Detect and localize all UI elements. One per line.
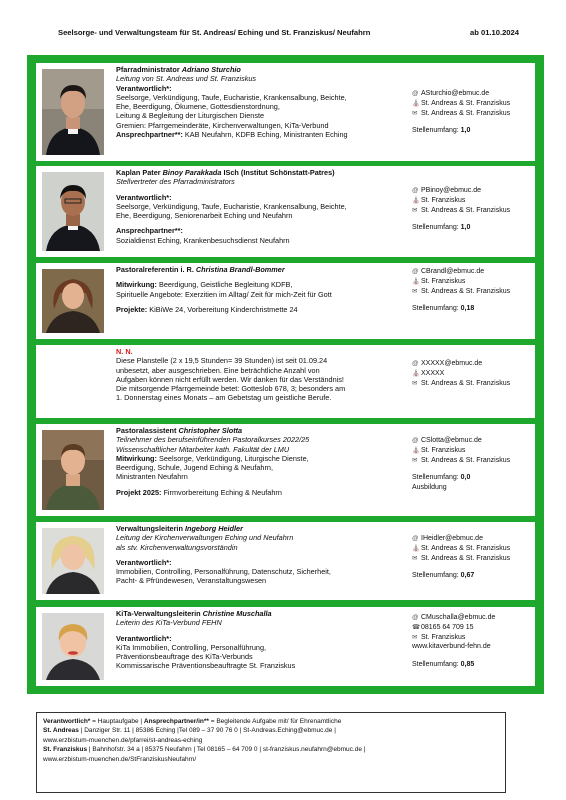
email-row: @ CSlotta@ebmuc.de xyxy=(412,437,482,444)
parish-url-andreas[interactable]: www.erzbistum-muenchen.de/pfarrei/st-andreas-eching xyxy=(43,736,203,744)
office-row: ⛪St. Franziskus xyxy=(412,446,466,454)
role-subtitle: Leiterin des KiTa-Verbund FEHN xyxy=(116,618,222,628)
church-icon: ⛪ xyxy=(412,277,420,285)
legend-line: Verantwortlich* = Hauptaufgabe | Ansprechpartner/in** = Begleitende Aufgabe mit/ für Ehrenamtliche xyxy=(43,718,342,725)
page-title: Seelsorge- und Verwaltungsteam für St. Andreas/ Eching und St. Franziskus/ Neufahrn xyxy=(58,28,371,37)
mail-row: ✉ St. Andreas & St. Franziskus xyxy=(412,554,511,562)
vacancy-line: Aufgaben können nicht erfüllt werden. Wir danken für das Verständnis! xyxy=(116,374,344,384)
portrait-photo xyxy=(42,269,104,333)
parish-address-franziskus: St. Franziskus | Bahnhofstr. 34 a | 85375 Neufahrn | Tel 08165 – 64 709 0 | st-franziskus.neufahrn@ebmuc.de | xyxy=(43,746,366,754)
at-icon: @ xyxy=(412,268,419,275)
duty-heading: Verantwortlich*: xyxy=(116,83,172,93)
duty-line: Mitwirkung: Beerdigung, Geistliche Begleitung KDFB, xyxy=(116,280,293,290)
duty-line: Sozialdienst Eching, Krankenbesuchsdienst Neufahrn xyxy=(116,235,290,245)
mail-row: ✉ St. Andreas & St. Franziskus xyxy=(412,456,511,464)
duty-line: Beerdigung, Schule, Jugend Eching & Neufahrn, xyxy=(116,463,273,473)
effective-date: ab 01.10.2024 xyxy=(470,28,519,37)
contact-block xyxy=(412,267,534,314)
mail-row: ✉ St. Andreas & St. Franziskus xyxy=(412,379,511,387)
person-card-brandl xyxy=(36,263,535,339)
duty-line: KiTa Immobilien, Controlling, Personalführung, xyxy=(116,642,267,652)
vacancy-line: 1. Donnerstag eines Monats – am Gebetstag um geistliche Berufe. xyxy=(116,393,332,403)
scope-row: Stellenumfang: 1,0 xyxy=(412,127,471,135)
duty-line: Seelsorge, Verkündigung, Taufe, Eucharistie, Krankensalbung, Beichte, xyxy=(116,92,347,102)
scope-note: Ausbildung xyxy=(412,484,447,492)
portrait-photo xyxy=(42,528,104,594)
envelope-icon: ✉ xyxy=(412,287,418,295)
portrait-photo xyxy=(42,613,104,680)
vacancy-line: Diese Planstelle (2 x 19,5 Stunden= 39 Stunden) ist seit 01.09.24 xyxy=(116,356,328,366)
scope-row: Stellenumfang: 0,18 xyxy=(412,305,475,313)
role-title: Pastoralreferentin i. R. Christina Brandl-Bommer xyxy=(116,265,285,274)
email-row: @ XXXXX@ebmuc.de xyxy=(412,360,483,367)
envelope-icon: ✉ xyxy=(412,379,418,387)
envelope-icon: ✉ xyxy=(412,456,418,464)
mail-row: ✉ St. Andreas & St. Franziskus xyxy=(412,287,511,295)
email-row: @ PBinoy@ebmuc.de xyxy=(412,187,482,194)
contact-block xyxy=(412,534,534,581)
duty-heading: Verantwortlich*: xyxy=(116,192,172,202)
church-icon: ⛪ xyxy=(412,99,420,107)
contact-block xyxy=(412,89,534,136)
scope-row: Stellenumfang: 0,85 xyxy=(412,661,475,669)
duty-line: Ehe, Beerdigung, Seniorenarbeit Eching und Neufahrn xyxy=(116,211,293,221)
envelope-icon: ✉ xyxy=(412,206,418,214)
person-details xyxy=(116,65,406,139)
envelope-icon: ✉ xyxy=(412,633,418,641)
role-title: KiTa-Verwaltungsleiterin Christine Muschalla xyxy=(116,609,272,618)
contact-person-heading: Ansprechpartner**: xyxy=(116,226,183,236)
duty-line: Präventionsbeauftrage des KiTa-Verbunds xyxy=(116,652,253,662)
office-row: ⛪St. Franziskus xyxy=(412,277,466,285)
role-subtitle-2: als stv. Kirchenverwaltungsvorständin xyxy=(116,542,238,552)
person-details xyxy=(116,426,406,497)
scope-row: Stellenumfang: 1,0 xyxy=(412,224,471,232)
duty-line: Leitung & Begleitung der Liturgischen Dienste xyxy=(116,111,265,121)
office-row: ⛪St. Andreas & St. Franziskus xyxy=(412,99,511,107)
vacancy-line: unbesetzt, aber ausgeschrieben. Eine beträchtliche Anzahl von xyxy=(116,365,320,375)
church-icon: ⛪ xyxy=(412,196,420,204)
scope-row: Stellenumfang: 0,0 xyxy=(412,474,471,482)
office-row: ⛪St. Franziskus xyxy=(412,196,466,204)
role-subtitle: Teilnehmer des berufseinführenden Pastoralkurses 2022/25 xyxy=(116,435,310,445)
duty-line: Spirituelle Angebote: Exerzitien im Alltag/ Zeit für mich-Zeit für Gott xyxy=(116,289,332,299)
parish-address-andreas: St. Andreas | Danziger Str. 11 | 85386 Eching |Tel 089 – 37 90 76 0 | St-Andreas.Eching@ebmuc.de | xyxy=(43,727,336,735)
email-row: @ CBrandl@ebmuc.de xyxy=(412,268,485,275)
person-card-heidler xyxy=(36,522,535,600)
duty-heading: Verantwortlich*: xyxy=(116,557,172,567)
role-title: Verwaltungsleiterin Ingeborg Heidler xyxy=(116,524,243,533)
at-icon: @ xyxy=(412,187,419,194)
person-card-slotta xyxy=(36,424,535,516)
phone-row: ☎08165 64 709 15 xyxy=(412,623,474,631)
duty-heading: Verantwortlich*: xyxy=(116,633,172,643)
mail-row: ✉ St. Franziskus xyxy=(412,633,466,641)
role-title: Kaplan Pater Binoy Parakkada ISch (Institut Schönstatt-Patres) xyxy=(116,168,335,177)
duty-line: Pacht- & Pfründewesen, Veranstaltungswesen xyxy=(116,576,267,586)
vacancy-card xyxy=(36,345,535,418)
project-line: Projekte: KiBiWe 24, Vorbereitung Kinderchristmette 24 xyxy=(116,304,298,314)
at-icon: @ xyxy=(412,437,419,444)
person-details xyxy=(116,609,406,671)
role-subtitle: Stellvertreter des Pfarradministrators xyxy=(116,177,235,187)
duty-line: Kommissarische Präventionsbeauftragte St. Franziskus xyxy=(116,661,296,671)
church-icon: ⛪ xyxy=(412,544,420,552)
role-subtitle: Leitung von St. Andreas und St. Franziskus xyxy=(116,74,257,84)
duty-line: Gremien: Pfarrgemeinderäte, Kirchenverwaltungen, KiTa-Verbund xyxy=(116,120,329,130)
at-icon: @ xyxy=(412,90,419,97)
mail-row: ✉ St. Andreas & St. Franziskus xyxy=(412,109,511,117)
contact-person-line: Ansprechpartner**: KAB Neufahrn, KDFB Eching, Ministranten Eching xyxy=(116,130,348,140)
duty-line: Ministranten Neufahrn xyxy=(116,472,188,482)
contact-block xyxy=(412,613,534,670)
portrait-photo xyxy=(42,69,104,155)
team-frame xyxy=(27,55,544,694)
contact-block xyxy=(412,186,534,233)
website-row[interactable]: www.kitaverbund-fehn.de xyxy=(412,643,491,651)
envelope-icon: ✉ xyxy=(412,554,418,562)
person-card-binoy xyxy=(36,166,535,257)
vacancy-title: N. N. xyxy=(116,347,133,356)
portrait-photo xyxy=(42,430,104,510)
footer-box xyxy=(36,712,506,793)
role-subtitle: Leitung der Kirchenverwaltungen Eching und Neufahrn xyxy=(116,533,294,543)
scope-row: Stellenumfang: 0,67 xyxy=(412,572,475,580)
vacancy-details xyxy=(116,347,406,403)
church-icon: ⛪ xyxy=(412,369,420,377)
person-details xyxy=(116,524,406,586)
phone-icon: ☎ xyxy=(412,623,420,631)
contact-block xyxy=(412,436,534,493)
duty-line: Seelsorge, Verkündigung, Taufe, Eucharistie, Krankensalbung, Beichte, xyxy=(116,201,347,211)
at-icon: @ xyxy=(412,535,419,542)
office-row: ⛪St. Andreas & St. Franziskus xyxy=(412,544,511,552)
role-title: Pastoralassistent Christopher Slotta xyxy=(116,426,243,435)
project-line: Projekt 2025: Firmvorbereitung Eching & Neufahrn xyxy=(116,487,282,497)
parish-url-franziskus[interactable]: www.erzbistum-muenchen.de/StFranziskusNeufahrn/ xyxy=(43,755,197,763)
person-details xyxy=(116,168,406,245)
email-row: @ ASturchio@ebmuc.de xyxy=(412,90,490,97)
mail-row: ✉ St. Andreas & St. Franziskus xyxy=(412,206,511,214)
email-row: @ CMuschalla@ebmuc.de xyxy=(412,614,496,621)
person-card-sturchio xyxy=(36,63,535,161)
email-row: @ IHeidler@ebmuc.de xyxy=(412,535,483,542)
duty-line: Mitwirkung: Seelsorge, Verkündigung, Liturgische Dienste, xyxy=(116,453,309,463)
church-icon: ⛪ xyxy=(412,446,420,454)
duty-line: Immobilien, Controlling, Personalführung, Datenschutz, Sicherheit, xyxy=(116,567,331,577)
contact-block xyxy=(412,359,534,388)
portrait-photo xyxy=(42,172,104,251)
at-icon: @ xyxy=(412,360,419,367)
role-title: Pfarradministrator Adriano Sturchio xyxy=(116,65,241,74)
duty-line: Ehe, Beerdigung, Ökumene, Gottesdienstordnung, xyxy=(116,102,280,112)
office-row: ⛪XXXXX xyxy=(412,369,445,377)
person-card-muschalla xyxy=(36,607,535,686)
at-icon: @ xyxy=(412,614,419,621)
envelope-icon: ✉ xyxy=(412,109,418,117)
person-details xyxy=(116,265,406,314)
role-subtitle-2: Wissenschaftlicher Mitarbeiter kath. Fakultät der LMU xyxy=(116,444,290,454)
vacancy-line: Die mitsorgende Pfarrgemeinde betet: Gotteslob 678, 3; besonders am xyxy=(116,384,346,394)
